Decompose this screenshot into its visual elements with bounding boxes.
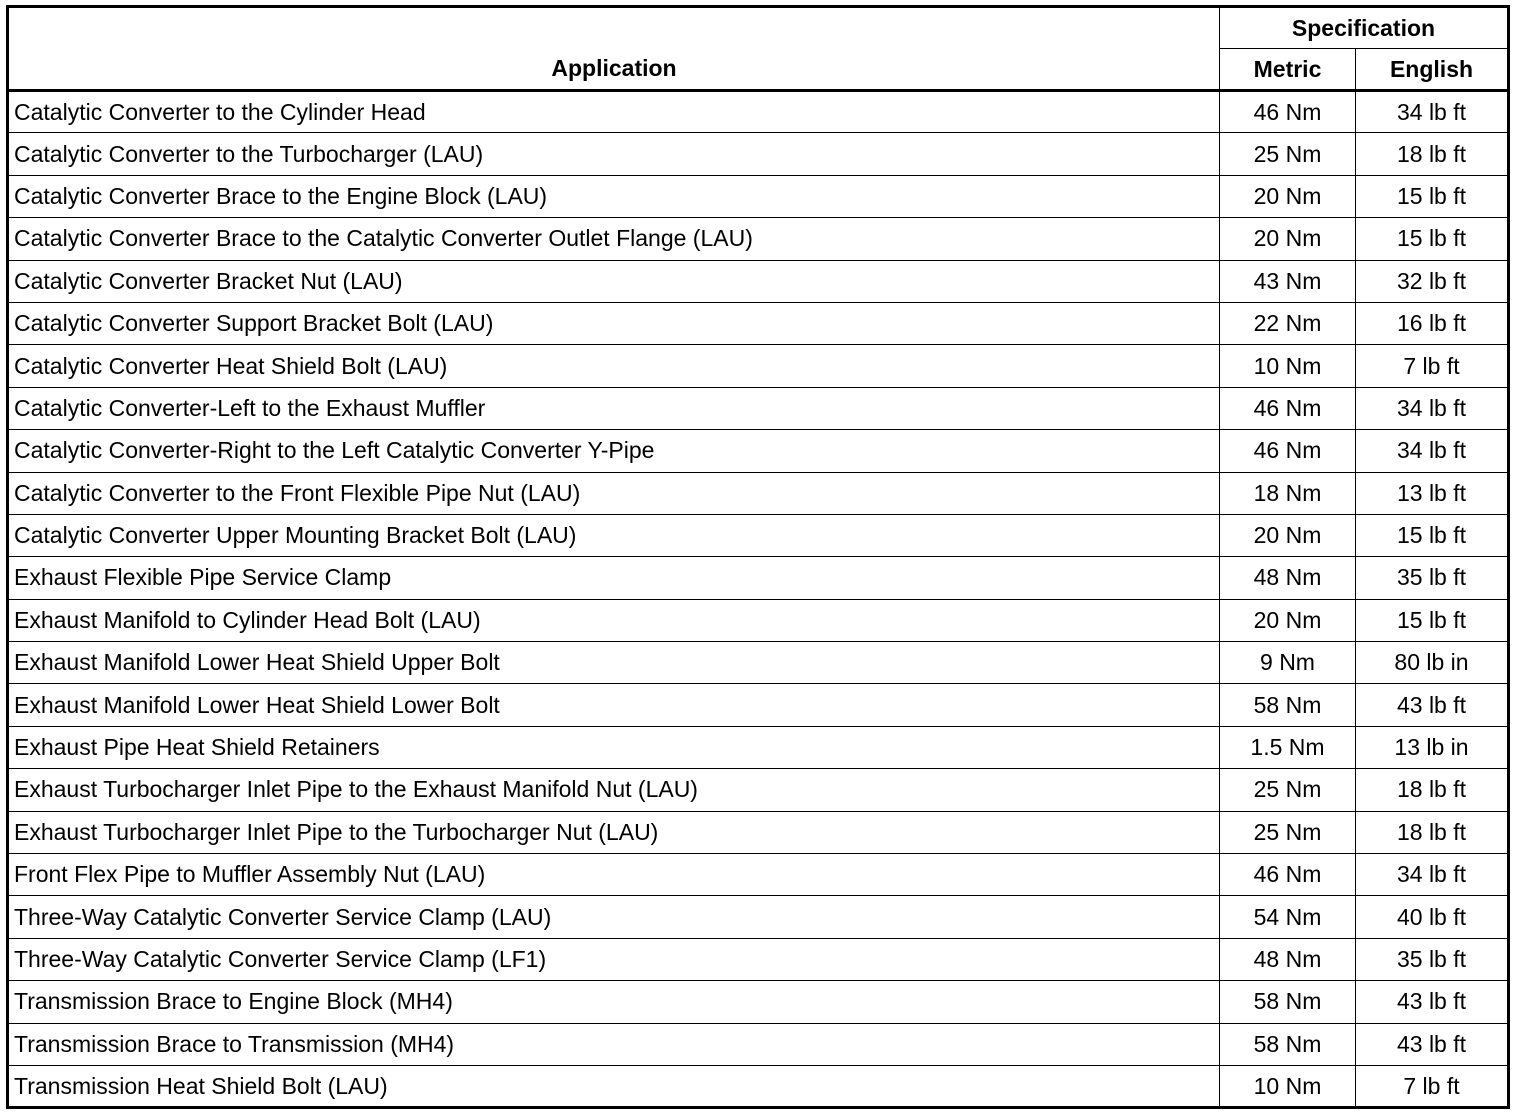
- table-row: [8, 769, 1509, 811]
- english-value-cell: 13 lb ft: [1356, 472, 1509, 514]
- english-value-cell: 80 lb in: [1356, 642, 1509, 684]
- metric-value-cell: 46 Nm: [1220, 430, 1356, 472]
- english-value-cell: 16 lb ft: [1356, 302, 1509, 344]
- fastener-specification-table: [6, 5, 1510, 1109]
- table-row: [8, 514, 1509, 556]
- metric-value-cell: 20 Nm: [1220, 599, 1356, 641]
- english-value-cell: 34 lb ft: [1356, 387, 1509, 429]
- application-cell: Exhaust Flexible Pipe Service Clamp: [8, 557, 1220, 599]
- table-body: [8, 91, 1509, 1108]
- metric-value-cell: 22 Nm: [1220, 302, 1356, 344]
- application-cell: Catalytic Converter Bracket Nut (LAU): [8, 260, 1220, 302]
- english-column-header: English: [1356, 49, 1509, 91]
- english-value-cell: 15 lb ft: [1356, 514, 1509, 556]
- metric-value-cell: 58 Nm: [1220, 684, 1356, 726]
- application-cell: Three-Way Catalytic Converter Service Clamp (LF1): [8, 938, 1220, 980]
- application-column-header: Application: [8, 7, 1220, 91]
- application-cell: Exhaust Manifold Lower Heat Shield Lower Bolt: [8, 684, 1220, 726]
- metric-value-cell: 10 Nm: [1220, 1065, 1356, 1107]
- application-cell: Catalytic Converter Brace to the Engine Block (LAU): [8, 175, 1220, 217]
- table-row: [8, 1065, 1509, 1107]
- english-value-cell: 40 lb ft: [1356, 896, 1509, 938]
- english-value-cell: 7 lb ft: [1356, 345, 1509, 387]
- application-cell: Exhaust Turbocharger Inlet Pipe to the Exhaust Manifold Nut (LAU): [8, 769, 1220, 811]
- table-row: [8, 345, 1509, 387]
- metric-value-cell: 46 Nm: [1220, 854, 1356, 896]
- application-cell: Catalytic Converter to the Front Flexible Pipe Nut (LAU): [8, 472, 1220, 514]
- metric-value-cell: 48 Nm: [1220, 938, 1356, 980]
- metric-value-cell: 54 Nm: [1220, 896, 1356, 938]
- table-row: [8, 896, 1509, 938]
- metric-value-cell: 25 Nm: [1220, 769, 1356, 811]
- english-value-cell: 34 lb ft: [1356, 430, 1509, 472]
- table-row: [8, 854, 1509, 896]
- table-row: [8, 218, 1509, 260]
- english-value-cell: 18 lb ft: [1356, 811, 1509, 853]
- application-cell: Catalytic Converter to the Cylinder Head: [8, 91, 1220, 133]
- metric-column-header: Metric: [1220, 49, 1356, 91]
- metric-value-cell: 46 Nm: [1220, 387, 1356, 429]
- specification-column-header: Specification: [1220, 7, 1509, 49]
- table-row: [8, 302, 1509, 344]
- table-row: [8, 1023, 1509, 1065]
- english-value-cell: 34 lb ft: [1356, 854, 1509, 896]
- metric-value-cell: 1.5 Nm: [1220, 726, 1356, 768]
- application-cell: Exhaust Pipe Heat Shield Retainers: [8, 726, 1220, 768]
- table-row: [8, 981, 1509, 1023]
- english-value-cell: 13 lb in: [1356, 726, 1509, 768]
- metric-value-cell: 25 Nm: [1220, 811, 1356, 853]
- table-row: [8, 642, 1509, 684]
- metric-value-cell: 48 Nm: [1220, 557, 1356, 599]
- metric-value-cell: 10 Nm: [1220, 345, 1356, 387]
- english-value-cell: 15 lb ft: [1356, 175, 1509, 217]
- english-value-cell: 7 lb ft: [1356, 1065, 1509, 1107]
- table-row: [8, 260, 1509, 302]
- metric-value-cell: 18 Nm: [1220, 472, 1356, 514]
- english-value-cell: 18 lb ft: [1356, 133, 1509, 175]
- table-row: [8, 726, 1509, 768]
- table-row: [8, 387, 1509, 429]
- application-cell: Catalytic Converter to the Turbocharger (LAU): [8, 133, 1220, 175]
- metric-value-cell: 20 Nm: [1220, 218, 1356, 260]
- english-value-cell: 18 lb ft: [1356, 769, 1509, 811]
- application-cell: Transmission Brace to Transmission (MH4): [8, 1023, 1220, 1065]
- table-row: [8, 599, 1509, 641]
- english-value-cell: 43 lb ft: [1356, 981, 1509, 1023]
- english-value-cell: 43 lb ft: [1356, 1023, 1509, 1065]
- table-header: [8, 7, 1509, 91]
- application-cell: Three-Way Catalytic Converter Service Clamp (LAU): [8, 896, 1220, 938]
- metric-value-cell: 46 Nm: [1220, 91, 1356, 133]
- metric-value-cell: 58 Nm: [1220, 1023, 1356, 1065]
- table-row: [8, 684, 1509, 726]
- application-cell: Catalytic Converter-Right to the Left Catalytic Converter Y-Pipe: [8, 430, 1220, 472]
- metric-value-cell: 58 Nm: [1220, 981, 1356, 1023]
- application-cell: Catalytic Converter-Left to the Exhaust Muffler: [8, 387, 1220, 429]
- english-value-cell: 35 lb ft: [1356, 557, 1509, 599]
- english-value-cell: 15 lb ft: [1356, 218, 1509, 260]
- english-value-cell: 35 lb ft: [1356, 938, 1509, 980]
- table-row: [8, 430, 1509, 472]
- metric-value-cell: 20 Nm: [1220, 514, 1356, 556]
- metric-value-cell: 25 Nm: [1220, 133, 1356, 175]
- application-cell: Exhaust Manifold to Cylinder Head Bolt (LAU): [8, 599, 1220, 641]
- table-row: [8, 472, 1509, 514]
- english-value-cell: 34 lb ft: [1356, 91, 1509, 133]
- application-cell: Catalytic Converter Upper Mounting Bracket Bolt (LAU): [8, 514, 1220, 556]
- table-row: [8, 938, 1509, 980]
- header-row-top: [8, 7, 1509, 49]
- application-cell: Transmission Brace to Engine Block (MH4): [8, 981, 1220, 1023]
- application-cell: Transmission Heat Shield Bolt (LAU): [8, 1065, 1220, 1107]
- metric-value-cell: 20 Nm: [1220, 175, 1356, 217]
- metric-value-cell: 43 Nm: [1220, 260, 1356, 302]
- metric-value-cell: 9 Nm: [1220, 642, 1356, 684]
- application-cell: Exhaust Manifold Lower Heat Shield Upper Bolt: [8, 642, 1220, 684]
- english-value-cell: 15 lb ft: [1356, 599, 1509, 641]
- table-row: [8, 91, 1509, 133]
- table-row: [8, 175, 1509, 217]
- application-cell: Exhaust Turbocharger Inlet Pipe to the Turbocharger Nut (LAU): [8, 811, 1220, 853]
- application-cell: Catalytic Converter Support Bracket Bolt (LAU): [8, 302, 1220, 344]
- application-cell: Catalytic Converter Brace to the Catalytic Converter Outlet Flange (LAU): [8, 218, 1220, 260]
- application-cell: Front Flex Pipe to Muffler Assembly Nut (LAU): [8, 854, 1220, 896]
- table-row: [8, 133, 1509, 175]
- english-value-cell: 43 lb ft: [1356, 684, 1509, 726]
- english-value-cell: 32 lb ft: [1356, 260, 1509, 302]
- table-row: [8, 811, 1509, 853]
- application-cell: Catalytic Converter Heat Shield Bolt (LAU): [8, 345, 1220, 387]
- table-row: [8, 557, 1509, 599]
